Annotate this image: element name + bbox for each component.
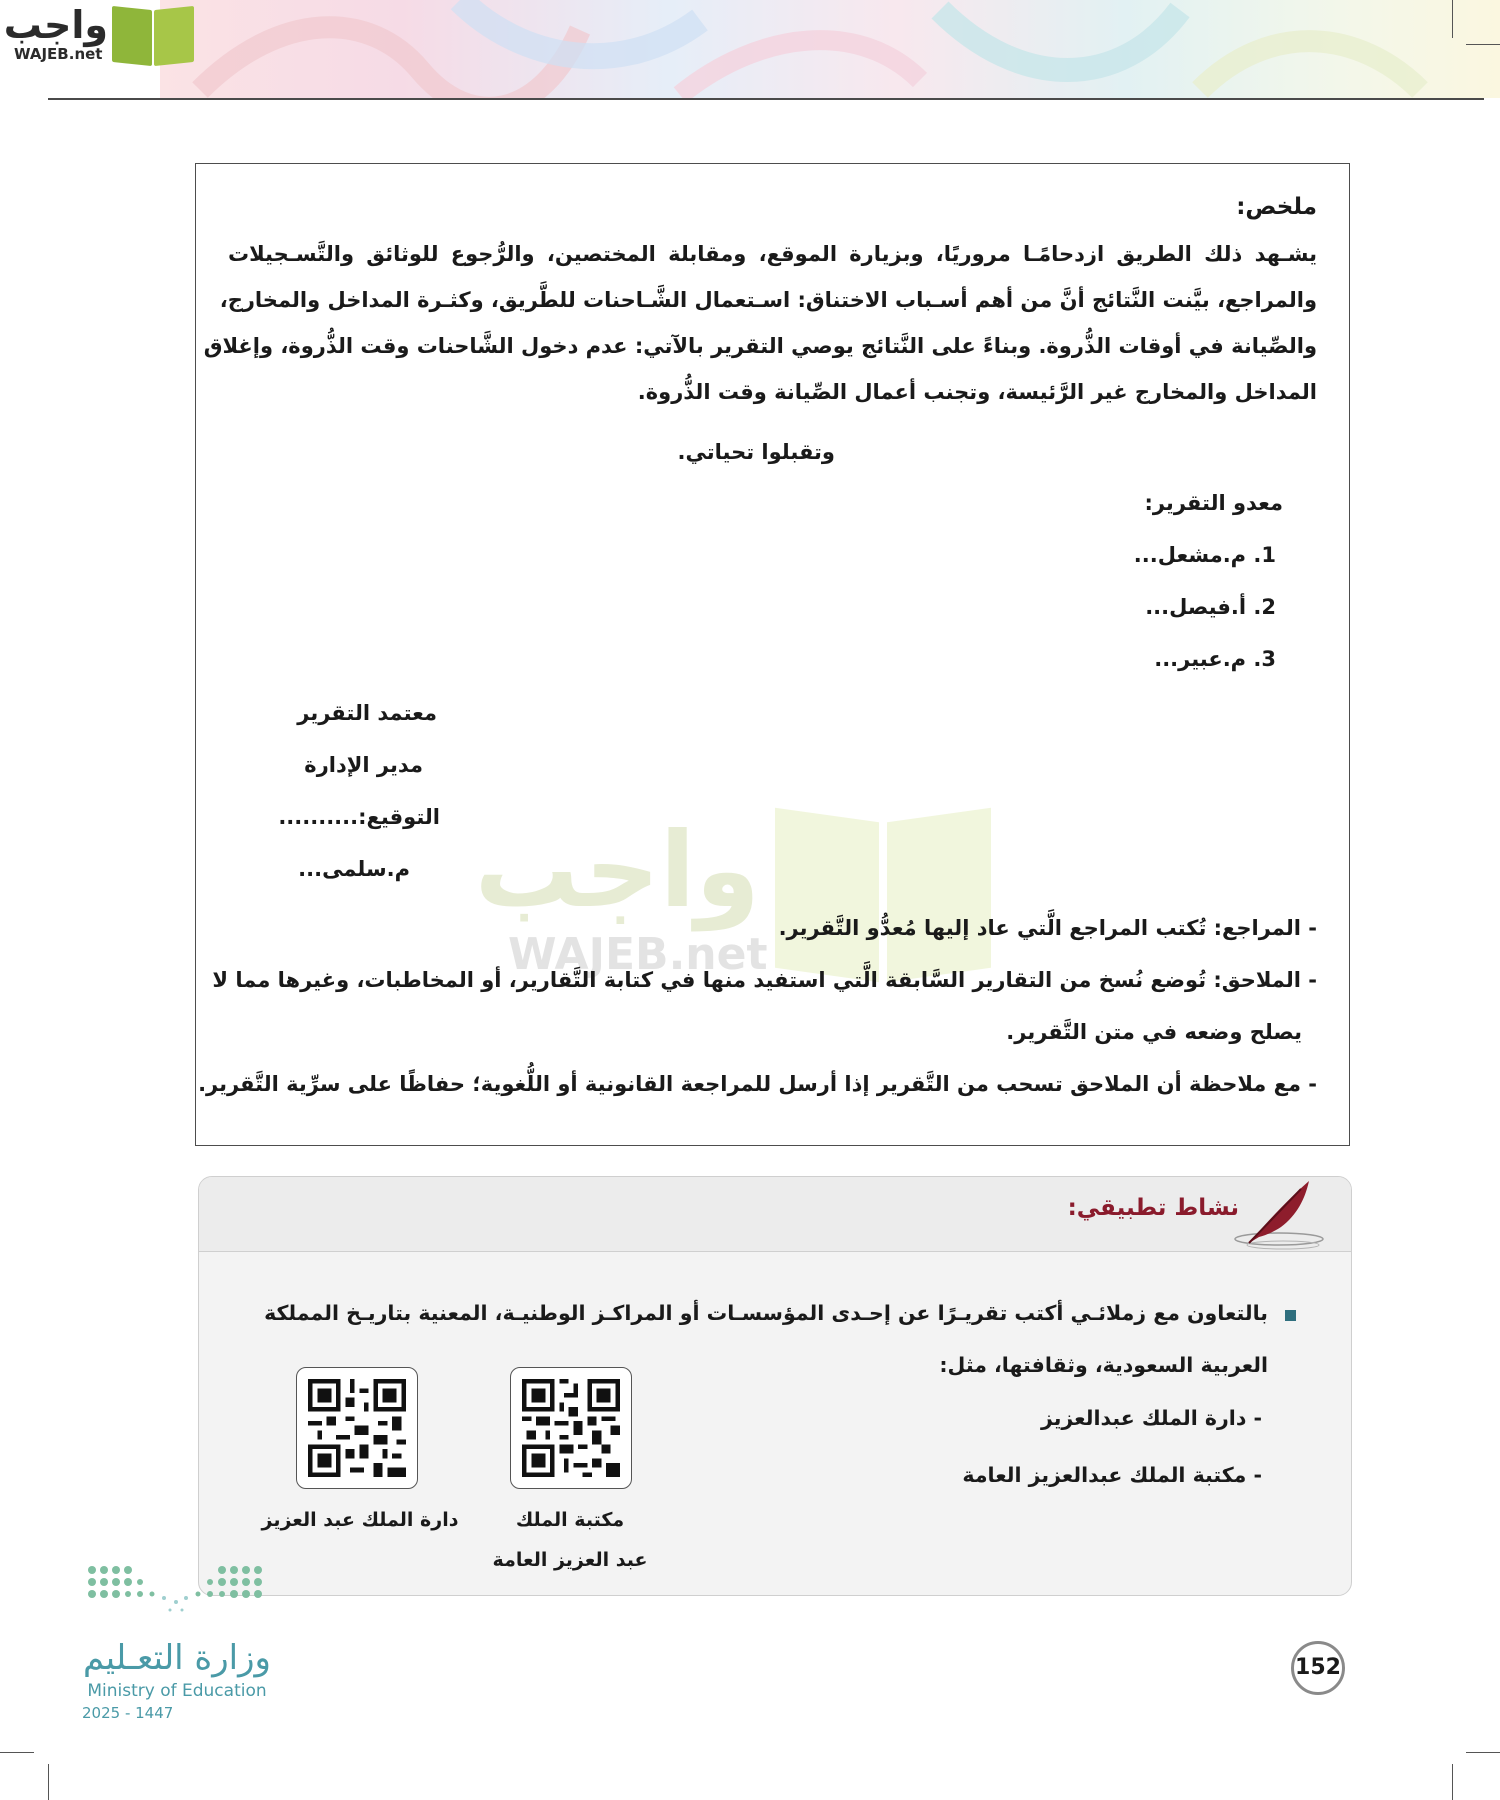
author-name: أ.فيصل... — [1145, 595, 1247, 619]
crop-mark — [48, 1764, 49, 1800]
summary-heading: ملخص: — [1236, 194, 1317, 220]
author-number: 2. — [1253, 595, 1276, 619]
qr-caption-library: مكتبة الملك عبد العزيز العامة — [492, 1509, 648, 1571]
author-item — [1134, 539, 1276, 571]
qr-code-darah[interactable] — [296, 1367, 418, 1489]
author-item — [1145, 591, 1276, 623]
book-icon-right-page — [154, 6, 194, 66]
approval-title: مدير الإدارة — [304, 753, 423, 777]
watermark-latin: WAJEB.net — [508, 929, 768, 980]
activity-header — [199, 1177, 1351, 1252]
qr-code-icon — [522, 1379, 620, 1477]
decorative-calligraphy — [160, 0, 1500, 98]
watermark-arabic: واجب — [474, 809, 760, 931]
note-confidentiality: - مع ملاحظة أن الملاحق تسحب من التَّقرير إذا أرسل للمراجعة القانونية أو اللُّغوية؛ حفاظًا على سرِّية التَّقرير. — [198, 1072, 1317, 1096]
approval-name: م.سلمى... — [298, 857, 410, 881]
wajeb-logo[interactable] — [3, 2, 198, 70]
qr-caption-darah: دارة الملك عبد العزيز — [261, 1509, 459, 1531]
qr-code-icon — [308, 1379, 406, 1477]
header-rule — [48, 98, 1484, 100]
author-number: 1. — [1253, 543, 1276, 567]
crop-mark — [1452, 1764, 1453, 1800]
author-name: م.مشعل... — [1133, 543, 1247, 567]
ministry-logo-dots-icon — [82, 1560, 272, 1630]
crop-mark — [0, 1752, 34, 1753]
qr-code-library[interactable] — [510, 1367, 632, 1489]
ministry-name-arabic: وزارة التعـليم — [83, 1638, 271, 1678]
activity-example: - دارة الملك عبدالعزيز — [1040, 1406, 1262, 1430]
bullet-square-icon — [1285, 1310, 1296, 1321]
author-name: م.عبير... — [1154, 647, 1247, 671]
note-appendices-cont: يصلح وضعه في متن التَّقرير. — [1006, 1020, 1302, 1044]
author-number: 3. — [1253, 647, 1276, 671]
closing-greeting: وتقبلوا تحياتي. — [677, 440, 835, 464]
logo-arabic: واجب — [3, 3, 108, 47]
activity-intro-line: بالتعاون مع زملائـي أكتب تقريـرًا عن إحـدى المؤسسـات أو المراكـز الوطنيـة، المعنية بتاريـخ المملكة — [264, 1301, 1268, 1325]
note-references: - المراجع: تُكتب المراجع الَّتي عاد إليها مُعدُّو التَّقرير. — [778, 916, 1317, 940]
crop-mark — [1466, 1752, 1500, 1753]
crop-mark — [1452, 0, 1453, 38]
ministry-year: 2025 - 1447 — [82, 1704, 174, 1722]
approval-signature: التوقيع:.......... — [278, 805, 440, 829]
ministry-name-english: Ministry of Education — [87, 1681, 267, 1701]
note-appendices: - الملاحق: تُوضع نُسخ من التقارير السَّابقة الَّتي استفيد منها في كتابة التَّقارير، أو المخاطبات، وغيرها مما لا — [212, 968, 1317, 992]
activity-intro-line: العربية السعودية، وثقافتها، مثل: — [939, 1353, 1268, 1377]
summary-line: والصِّيانة في أوقات الذُّروة. وبناءً على النَّتائج يوصي التقرير بالآتي: عدم دخول الشَّاحنات وقت الذُّروة، وإغلاق — [203, 334, 1317, 358]
book-icon — [112, 6, 152, 66]
summary-line: يشـهد ذلك الطريق ازدحامًـا مروريًا، وبزيارة الموقع، ومقابلة المختصين، والرُّجوع للوثائق والتَّسـجيلات — [228, 242, 1317, 266]
authors-heading: معدو التقرير: — [1144, 491, 1283, 515]
header-banner — [160, 0, 1500, 98]
approval-heading: معتمد التقرير — [297, 701, 437, 725]
page-number: 152 — [1291, 1641, 1345, 1695]
quill-icon — [1231, 1177, 1341, 1257]
summary-line: والمراجع، بيَّنت النَّتائج أنَّ من أهم أسـباب الاختناق: اسـتعمال الشَّـاحنات للطَّريق، وكثـرة المداخل والمخارج، — [219, 288, 1317, 312]
activity-example: - مكتبة الملك عبدالعزيز العامة — [962, 1463, 1262, 1487]
summary-line: المداخل والمخارج غير الرَّئيسة، وتجنب أعمال الصِّيانة وقت الذُّروة. — [637, 380, 1317, 404]
logo-latin: WAJEB.net — [14, 45, 103, 63]
crop-mark — [1466, 44, 1500, 45]
author-item — [1154, 643, 1276, 675]
activity-title: نشاط تطبيقي: — [1067, 1195, 1239, 1221]
